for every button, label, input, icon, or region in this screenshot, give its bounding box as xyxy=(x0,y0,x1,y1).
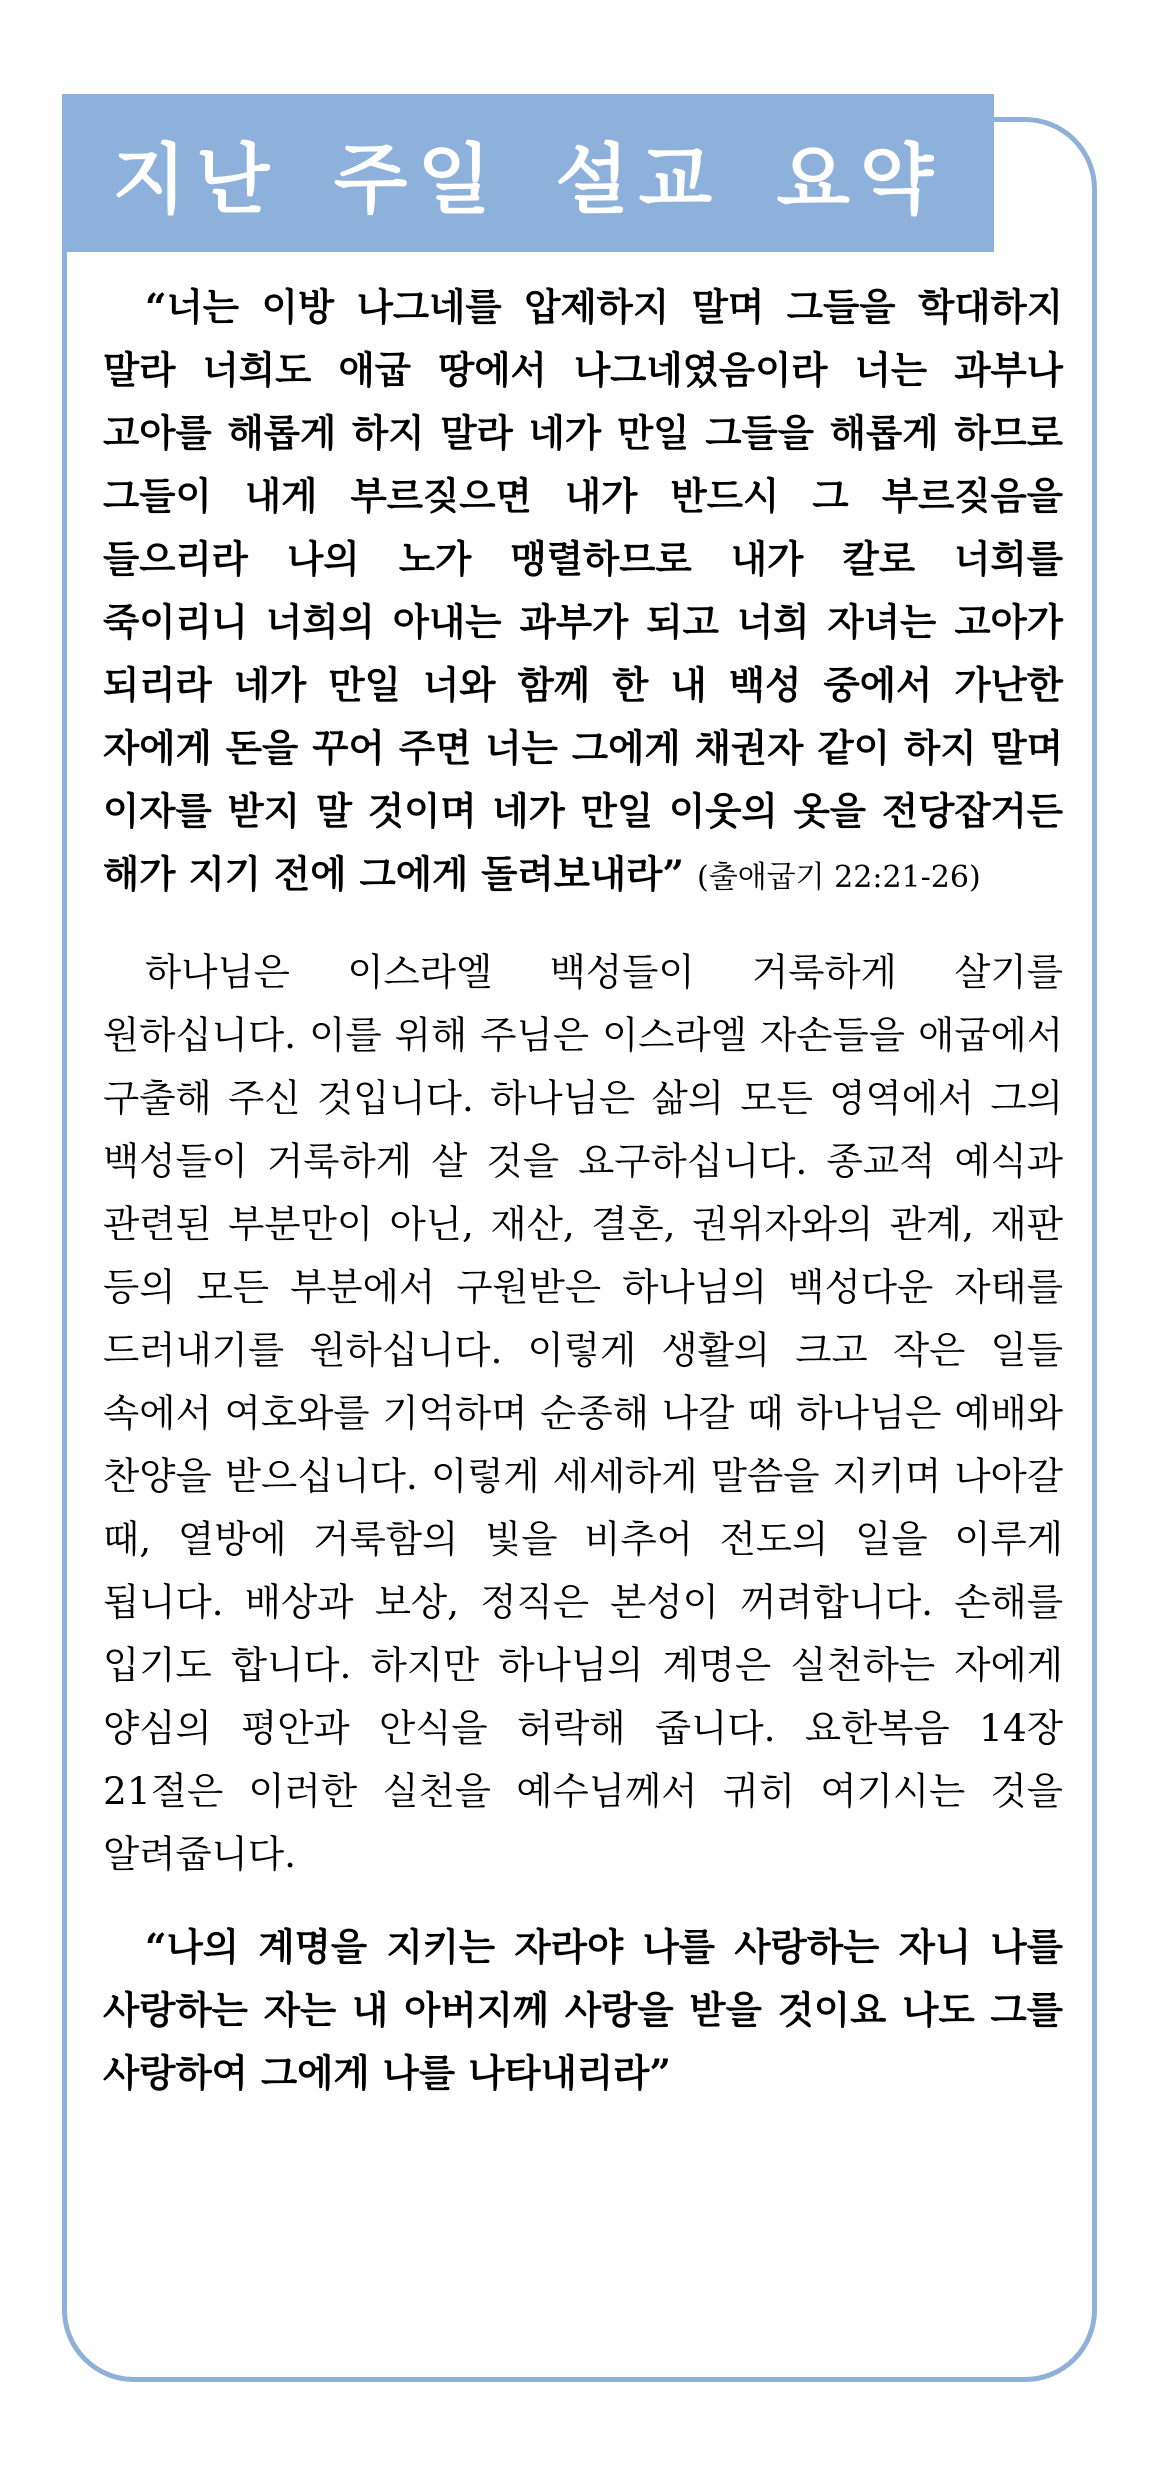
scripture-reference: (출애굽기 22:21-26) xyxy=(697,860,981,895)
sermon-summary-content xyxy=(103,260,1063,2105)
page-title: 지난 주일 설교 요약 xyxy=(112,134,944,224)
scripture-quote-text: “너는 이방 나그네를 압제하지 말며 그들을 학대하지 말라 너희도 애굽 땅에서 나그네였음이라 너는 과부나 고아를 해롭게 하지 말라 네가 만일 그들을 해롭게 하므로 그들이 내게 부르짖으면 내가 반드시 그 부르짖음을 들으리라 나의 노가 맹렬하므로 내가 칼로 너희를 죽이리니 너희의 아내는 과부가 되고 너희 자녀는 고아가 되리라 네가 만일 너와 함께 한 내 백성 중에서 가난한 자에게 돈을 꾸어 주면 너는 그에게 채권자 같이 하지 말며 이자를 받지 말 것이며 네가 만일 이웃의 옷을 전당잡거든 해가 지기 전에 그에게 돌려보내라” xyxy=(103,285,1063,896)
closing-quote-paragraph: “나의 계명을 지키는 자라야 나를 사랑하는 자니 나를 사랑하는 자는 내 아버지께 사랑을 받을 것이요 나도 그를 사랑하여 그에게 나를 나타내리라” xyxy=(103,1925,1063,2095)
title-banner xyxy=(62,94,994,252)
scripture-quote-paragraph xyxy=(103,276,1063,909)
summary-body-paragraph: 하나님은 이스라엘 백성들이 거룩하게 살기를 원하십니다. 이를 위해 주님은 이스라엘 자손들을 애굽에서 구출해 주신 것입니다. 하나님은 삶의 모든 영역에서 그의 백성들이 거룩하게 살 것을 요구하십니다. 종교적 예식과 관련된 부분만이 아닌, 재산, 결혼, 권위자와의 관계, 재판 등의 모든 부분에서 구원받은 하나님의 백성다운 자태를 드러내기를 원하십니다. 이렇게 생활의 크고 작은 일들 속에서 여호와를 기억하며 순종해 나갈 때 하나님은 예배와 찬양을 받으십니다. 이렇게 세세하게 말씀을 지키며 나아갈 때, 열방에 거룩함의 빛을 비추어 전도의 일을 이루게 됩니다. 배상과 보상, 정직은 본성이 꺼려합니다. 손해를 입기도 합니다. 하지만 하나님의 계명은 실천하는 자에게 양심의 평안과 안식을 허락해 줍니다. 요한복음 14장 21절은 이러한 실천을 예수님께서 귀히 여기시는 것을 알려줍니다. xyxy=(103,950,1063,1876)
